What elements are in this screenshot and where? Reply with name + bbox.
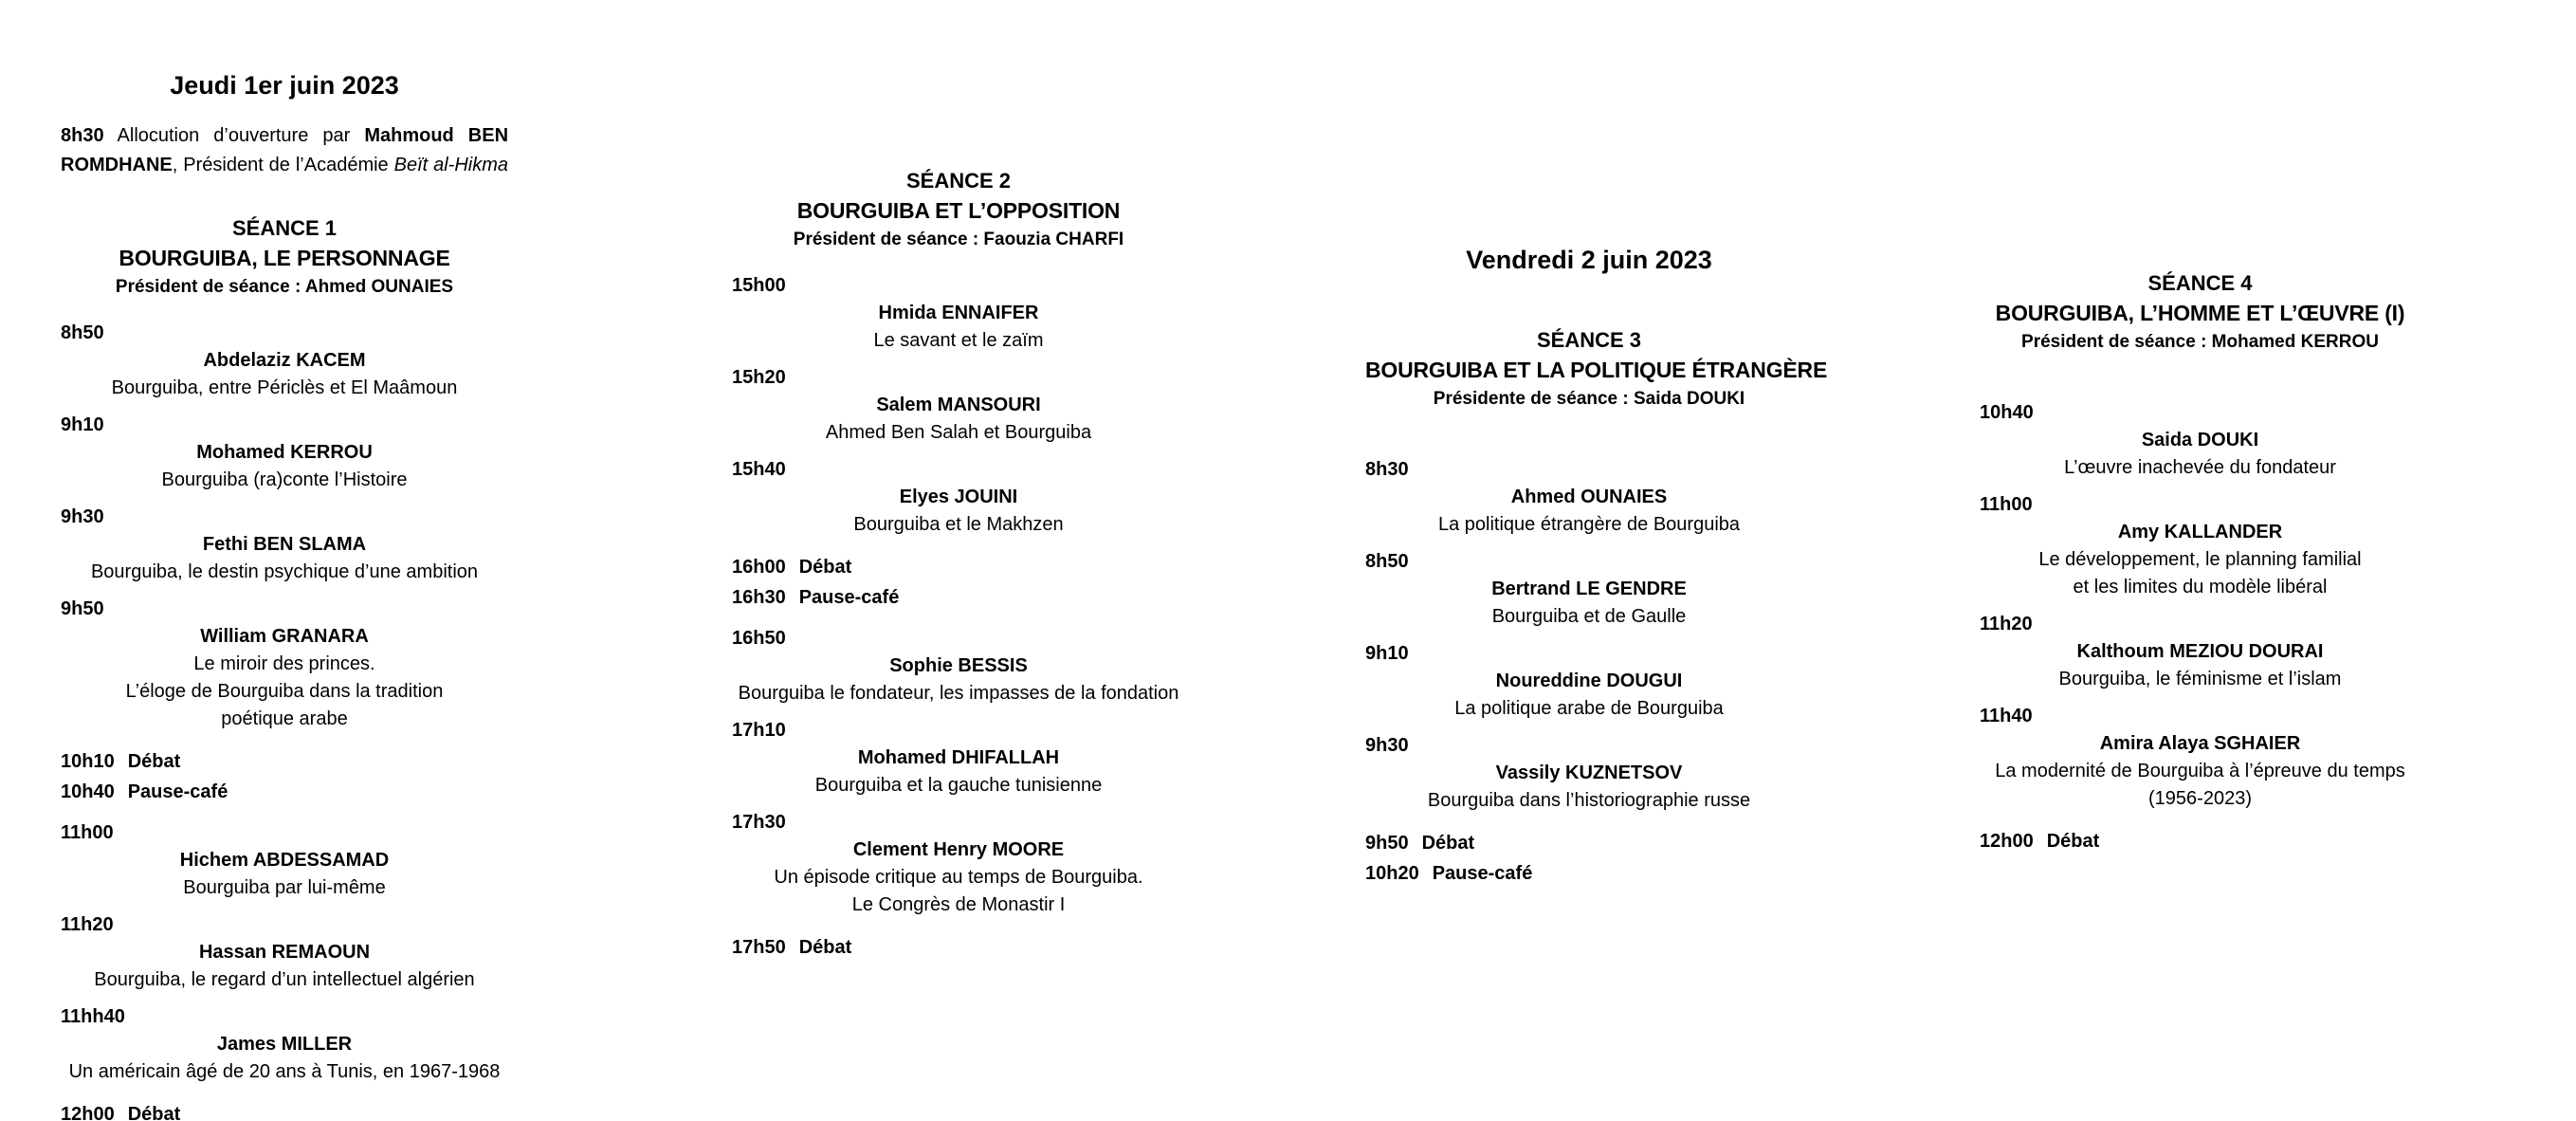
session1-header [61, 214, 508, 301]
session1-chair: Président de séance : Ahmed OUNAIES [115, 277, 454, 297]
talk-time: 17h10 [732, 720, 786, 741]
break-time: 10h40 [61, 781, 115, 802]
speaker-name: Amira Alaya SGHAIER [2099, 733, 2301, 754]
talk-item [1365, 548, 1813, 631]
talk-time: 11h40 [1980, 706, 2033, 726]
opening-time: 8h30 [61, 125, 104, 146]
talk-time: 8h50 [61, 322, 104, 343]
column-friday-session4 [1980, 269, 2421, 858]
talk-title: poétique arabe [221, 708, 348, 729]
speaker-name: Salem MANSOURI [876, 395, 1041, 415]
talk-title: La modernité de Bourguiba à l’épreuve du temps [1995, 761, 2405, 781]
opening-text-middle: , Président de l’Académie [172, 155, 389, 175]
column-thursday-session2 [732, 167, 1185, 965]
talk-time: 8h30 [1365, 459, 1409, 480]
break-label: Débat [798, 557, 852, 578]
session3-number: SÉANCE 3 [1536, 328, 1642, 352]
talk-item [1365, 456, 1813, 539]
talk-title: Bourguiba, le destin psychique d’une ambition [90, 561, 479, 582]
session4-chair: Président de séance : Mohamed KERROU [2021, 332, 2379, 352]
talk-item [1365, 732, 1813, 815]
break-time: 16h30 [732, 587, 786, 608]
talk-title: Bourguiba dans l’historiographie russe [1427, 790, 1751, 811]
session2-chair: Président de séance : Faouzia CHARFI [793, 230, 1124, 249]
talk-title: La politique étrangère de Bourguiba [1437, 514, 1741, 535]
talk-time: 15h40 [732, 459, 786, 480]
talk-time: 11h20 [1980, 614, 2033, 634]
break-time: 12h00 [1980, 831, 2034, 852]
talk-time: 11h00 [61, 822, 114, 843]
break-time: 9h50 [1365, 833, 1409, 854]
session1-number: SÉANCE 1 [231, 216, 338, 240]
talk-time: 15h00 [732, 275, 786, 296]
break-label: Débat [127, 1104, 181, 1121]
speaker-name: Ahmed OUNAIES [1510, 487, 1668, 507]
talk-item [732, 717, 1185, 799]
break-time: 12h00 [61, 1104, 115, 1121]
break-item [1365, 830, 1813, 857]
talk-time: 9h30 [61, 506, 104, 527]
break-time: 10h20 [1365, 863, 1419, 884]
talk-title: Bourguiba et la gauche tunisienne [814, 775, 1103, 796]
speaker-name: Hassan REMAOUN [198, 942, 371, 963]
break-label: Débat [2046, 831, 2100, 852]
talk-item [1980, 399, 2421, 482]
opening-academy-name: Beït al-Hikma [393, 155, 509, 175]
column-thursday-session1 [61, 70, 508, 1121]
talk-item [61, 320, 508, 402]
speaker-name: Mohamed KERROU [196, 442, 373, 463]
break-label: Pause-café [127, 781, 228, 802]
talk-item [732, 456, 1185, 539]
opening-speaker: Mahmoud BEN ROMDHANE [61, 125, 509, 175]
talk-title: Bourguiba, le regard d’un intellectuel algérien [94, 969, 475, 990]
speaker-name: Bertrand LE GENDRE [1491, 579, 1687, 599]
talk-title: L’éloge de Bourguiba dans la tradition [125, 681, 444, 702]
session4-header [1980, 269, 2421, 356]
break-item [61, 748, 508, 776]
date-header-friday: Vendredi 2 juin 2023 [1466, 246, 1712, 274]
opening-text: Allocution d’ouverture par [117, 125, 351, 146]
break-time: 17h50 [732, 937, 786, 958]
talk-item [1980, 611, 2421, 693]
speaker-name: Elyes JOUINI [899, 487, 1018, 507]
talk-title: Ahmed Ben Salah et Bourguiba [825, 422, 1092, 443]
talk-title: Un épisode critique au temps de Bourguiba. [774, 867, 1143, 888]
break-label: Pause-café [798, 587, 900, 608]
break-item [61, 1101, 508, 1121]
break-item [732, 584, 1185, 612]
talk-title: Bourguiba, entre Périclès et El Maâmoun [111, 377, 458, 398]
talk-item [61, 504, 508, 586]
talk-time: 11hh40 [61, 1006, 125, 1027]
talk-item [61, 911, 508, 994]
session1-title: BOURGUIBA, LE PERSONNAGE [119, 246, 450, 270]
talk-title: et les limites du modèle libéral [2073, 577, 2328, 597]
speaker-name: Abdelaziz KACEM [203, 350, 366, 371]
speaker-name: Hichem ABDESSAMAD [179, 850, 390, 871]
session2-header [732, 167, 1185, 253]
talk-item [61, 819, 508, 902]
talk-title: La politique arabe de Bourguiba [1454, 698, 1724, 719]
talk-time: 10h40 [1980, 402, 2034, 423]
speaker-name: Vassily KUZNETSOV [1495, 763, 1683, 783]
session4-title: BOURGUIBA, L’HOMME ET L’ŒUVRE (I) [1995, 301, 2405, 325]
talk-time: 11h00 [1980, 494, 2033, 515]
talk-time: 11h20 [61, 914, 114, 935]
session2-title: BOURGUIBA ET L’OPPOSITION [796, 198, 1121, 223]
talk-item [732, 364, 1185, 447]
opening-address [61, 121, 508, 180]
talk-item [732, 272, 1185, 355]
column-friday-session3 [1365, 245, 1828, 891]
talk-time: 9h30 [1365, 735, 1409, 756]
talk-title: Le miroir des princes. [193, 653, 375, 674]
speaker-name: Kalthoum MEZIOU DOURAI [2076, 641, 2324, 662]
talk-title: L’œuvre inachevée du fondateur [2064, 457, 2336, 478]
session4-number: SÉANCE 4 [2147, 271, 2253, 295]
talk-time: 15h20 [732, 367, 786, 388]
break-time: 16h00 [732, 557, 786, 578]
break-label: Débat [127, 751, 181, 772]
talk-time: 9h10 [61, 414, 104, 435]
talk-time: 9h50 [61, 598, 104, 619]
talk-item [61, 596, 508, 733]
talk-title: Le Congrès de Monastir I [851, 894, 1066, 915]
talk-title: Bourguiba (ra)conte l’Histoire [161, 469, 408, 490]
speaker-name: Saida DOUKI [2141, 430, 2259, 450]
break-time: 10h10 [61, 751, 115, 772]
talk-time: 9h10 [1365, 643, 1409, 664]
speaker-name: Clement Henry MOORE [852, 839, 1065, 860]
talk-title: Bourguiba le fondateur, les impasses de la fondation [738, 683, 1179, 704]
talk-item [1980, 491, 2421, 601]
talk-title: Bourguiba par lui-même [183, 877, 386, 898]
break-item [732, 934, 1185, 962]
talk-title: (1956-2023) [2148, 788, 2252, 809]
session2-number: SÉANCE 2 [905, 169, 1012, 193]
talk-title: Bourguiba et de Gaulle [1491, 606, 1687, 627]
date-header-thursday: Jeudi 1er juin 2023 [170, 71, 399, 100]
speaker-name: Hmida ENNAIFER [878, 303, 1039, 323]
talk-title: Un américain âgé de 20 ans à Tunis, en 1967-1968 [68, 1061, 501, 1082]
break-item [1980, 828, 2421, 855]
talk-title: Bourguiba, le féminisme et l’islam [2058, 669, 2342, 689]
session3-header [1365, 326, 1828, 413]
talk-time: 16h50 [732, 628, 786, 649]
talk-time: 17h30 [732, 812, 786, 833]
speaker-name: Sophie BESSIS [889, 655, 1028, 676]
speaker-name: Fethi BEN SLAMA [202, 534, 367, 555]
session3-chair: Présidente de séance : Saida DOUKI [1433, 389, 1745, 409]
break-item [732, 554, 1185, 581]
talk-item [1980, 703, 2421, 813]
break-label: Pause-café [1432, 863, 1533, 884]
talk-item [1365, 640, 1813, 723]
break-label: Débat [798, 937, 852, 958]
speaker-name: Noureddine DOUGUI [1495, 671, 1683, 691]
speaker-name: Mohamed DHIFALLAH [857, 747, 1060, 768]
talk-item [732, 809, 1185, 919]
talk-title: Le savant et le zaïm [873, 330, 1044, 351]
talk-item [61, 1003, 508, 1086]
break-label: Débat [1421, 833, 1475, 854]
break-item [61, 779, 508, 806]
talk-item [61, 412, 508, 494]
talk-title: Le développement, le planning familial [2038, 549, 2362, 570]
speaker-name: James MILLER [216, 1034, 353, 1055]
talk-title: Bourguiba et le Makhzen [853, 514, 1064, 535]
session3-title: BOURGUIBA ET LA POLITIQUE ÉTRANGÈRE [1365, 358, 1828, 382]
talk-item [732, 625, 1185, 708]
break-item [1365, 860, 1813, 888]
speaker-name: Amy KALLANDER [2117, 522, 2283, 542]
talk-time: 8h50 [1365, 551, 1409, 572]
speaker-name: William GRANARA [200, 626, 369, 647]
